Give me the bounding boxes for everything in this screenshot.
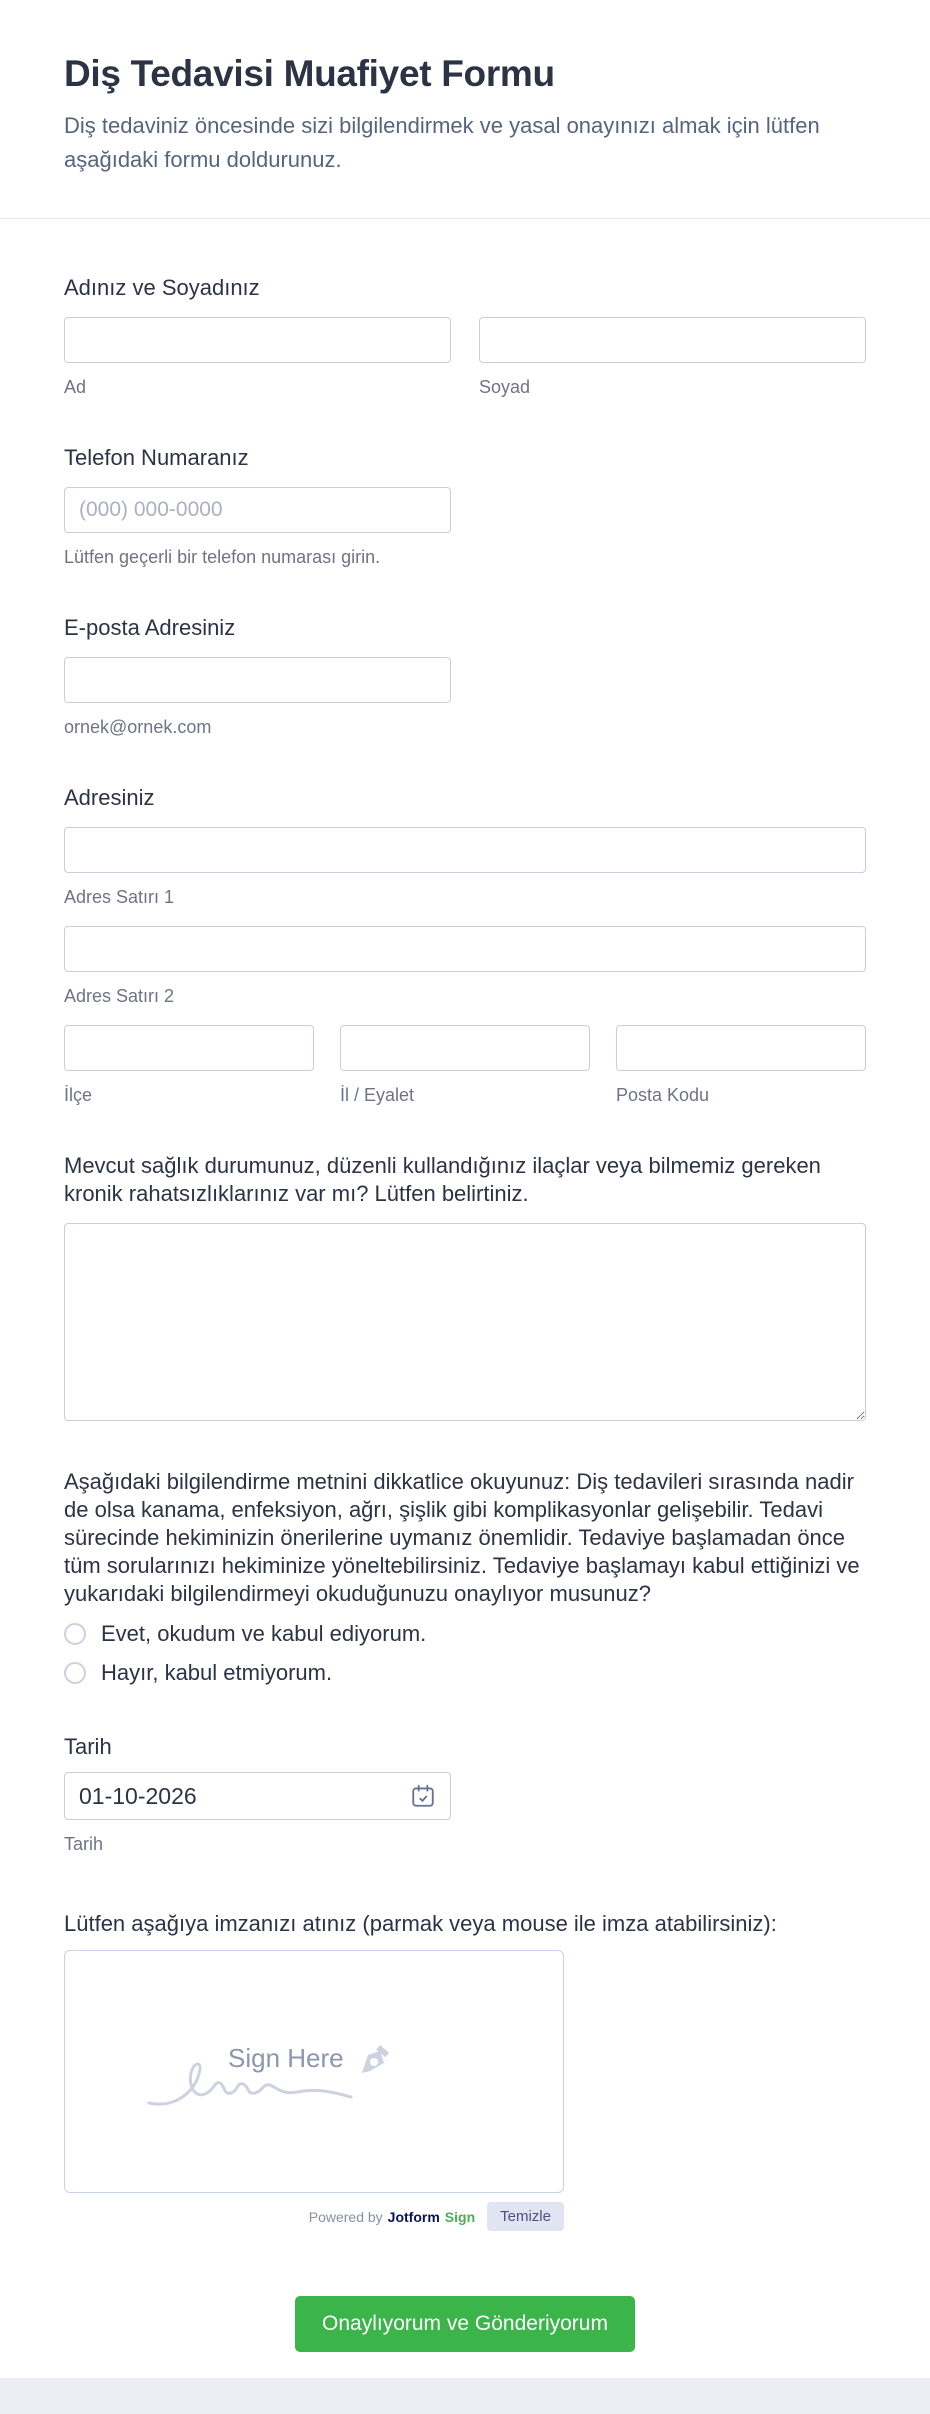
address-city-input[interactable] [64,1025,314,1071]
submit-button[interactable]: Onaylıyorum ve Gönderiyorum [295,2296,635,2352]
address-zip-input[interactable] [616,1025,866,1071]
health-textarea[interactable] [64,1223,866,1421]
sign-here-text: Sign Here [228,2043,344,2073]
last-name-sublabel: Soyad [479,377,531,397]
address-state-sublabel: İl / Eyalet [340,1085,415,1105]
health-label: Mevcut sağlık durumunuz, düzenli kullandığınız ilaçlar veya bilmemiz gereken kronik rahatsızlıklarınız var mı? Lütfen belirtiniz. [64,1153,821,1206]
consent-option-yes[interactable] [64,1621,866,1647]
address-zip-sublabel: Posta Kodu [616,1085,710,1105]
last-name-input[interactable] [479,317,866,363]
calendar-icon[interactable] [410,1783,436,1809]
email-input[interactable] [64,657,451,703]
question-address [64,784,866,1105]
signature-label: Lütfen aşağıya imzanızı atınız (parmak veya mouse ile imza atabilirsiniz): [64,1911,777,1936]
signature-clear-button[interactable]: Temizle [487,2202,564,2231]
address-line1-sublabel: Adres Satırı 1 [64,887,175,907]
phone-input[interactable] [64,487,451,533]
phone-label: Telefon Numaranız [64,445,249,470]
address-state-input[interactable] [340,1025,590,1071]
address-line2-input[interactable] [64,926,866,972]
consent-option-no[interactable] [64,1660,866,1686]
jotform-brand-text: Jotform [387,2208,440,2225]
address-line1-input[interactable] [64,827,866,873]
question-name [64,274,866,397]
question-consent [64,1468,866,1686]
submit-row [64,2296,866,2378]
date-sublabel: Tarih [64,1834,104,1854]
signature-footer [64,2202,564,2231]
date-label: Tarih [64,1734,112,1759]
page-background-strip [0,2378,930,2414]
first-name-sublabel: Ad [64,377,87,397]
question-date [64,1733,866,1854]
form-description: Diş tedaviniz öncesinde sizi bilgilendirmek ve yasal onayınızı almak için lütfen aşağıdaki formu doldurunuz. [64,113,820,172]
question-email [64,614,866,737]
address-line2-sublabel: Adres Satırı 2 [64,986,175,1006]
powered-by-link[interactable] [309,2209,475,2225]
consent-label: Aşağıdaki bilgilendirme metnini dikkatlice okuyunuz: Diş tedavileri sırasında nadir de olsa kanama, enfeksiyon, ağrı, şişlik gibi komplikasyonlar gelişebilir. Tedavi sürecinde hekiminizin önerilerine uymanız önemlidir. Tedaviye başlamadan önce tüm sorularınızı hekiminize yöneltebilirsiniz. Tedaviye başlamayı kabul ettiğinizi ve yukarıdaki bilgilendirmeyi okuduğunuzu onaylıyor musunuz? [64,1469,860,1606]
address-label: Adresiniz [64,785,155,810]
signature-pad[interactable] [64,1950,564,2193]
jotform-sign-brand-text: Sign [444,2208,476,2225]
question-health [64,1152,866,1421]
consent-option-yes-label: Evet, okudum ve kabul ediyorum. [101,1621,427,1646]
consent-option-no-label: Hayır, kabul etmiyorum. [101,1660,333,1685]
radio-icon[interactable] [64,1662,86,1684]
pen-nib-icon [348,2039,394,2085]
question-signature [64,1910,866,2231]
form-title: Diş Tedavisi Muafiyet Formu [64,53,555,94]
form-body [0,274,930,2378]
date-input[interactable] [64,1772,451,1820]
question-phone [64,444,866,567]
radio-icon[interactable] [64,1623,86,1645]
email-label: E-posta Adresiniz [64,615,236,640]
consent-radio-group [64,1621,866,1686]
form-header [0,0,930,219]
name-label: Adınız ve Soyadınız [64,275,260,300]
first-name-input[interactable] [64,317,451,363]
email-hint: ornek@ornek.com [64,717,212,737]
address-city-sublabel: İlçe [64,1085,93,1105]
phone-hint: Lütfen geçerli bir telefon numarası girin. [64,547,381,567]
powered-by-text: Powered by [308,2208,383,2225]
